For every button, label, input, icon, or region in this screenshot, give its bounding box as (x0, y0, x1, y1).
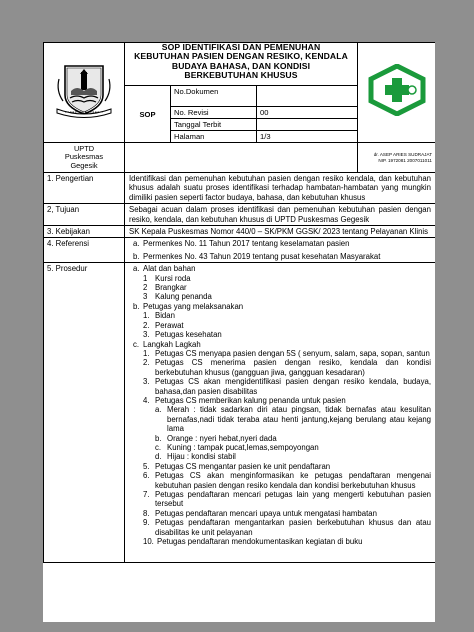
list-marker: 5. (143, 461, 150, 471)
sop-title-line-3: BUDAYA BAHASA, DAN KONDISI (171, 60, 311, 71)
list-marker: 2. (143, 320, 150, 330)
list-marker: a. (133, 264, 140, 274)
sop-title-line-2: KEBUTUHAN PASIEN DENGAN RESIKO, KENDALA (134, 51, 348, 62)
info-value-no-dokumen (257, 86, 358, 107)
section-tujuan (44, 204, 436, 226)
list-marker: c. (155, 442, 162, 452)
prosedur-list (125, 263, 436, 563)
list-marker: a. (155, 405, 162, 415)
list-marker: d. (155, 452, 162, 462)
list-marker: 3 (143, 292, 148, 302)
unit-name (44, 143, 125, 173)
referensi-list (125, 238, 436, 263)
list-text: Alat dan bahan (143, 264, 196, 274)
list-text: Petugas kesehatan (155, 330, 222, 340)
sop-title (125, 43, 358, 86)
unit-line-3: Gegesik (70, 160, 98, 170)
color-code-item (151, 452, 431, 461)
list-text: Hijau : kondisi stabil (167, 452, 236, 462)
list-marker: 1. (143, 311, 150, 321)
section-label: 3. Kebijakan (44, 226, 125, 238)
list-marker: a. (133, 239, 140, 249)
list-text: Petugas yang melaksanakan (143, 301, 244, 311)
list-text: Petugas CS memberikan kalung penanda untuk pasien (155, 395, 346, 405)
list-text: Permenkes No. 43 Tahun 2019 tentang pusat kesehatan Masyarakat (143, 251, 381, 261)
list-text: Kursi roda (155, 273, 191, 283)
list-text: Kalung penanda (155, 292, 212, 302)
section-referensi (44, 238, 436, 263)
list-marker: 2. (143, 358, 150, 368)
list-item (139, 537, 431, 546)
section-label: 5. Prosedur (44, 263, 125, 563)
list-item (139, 358, 431, 377)
info-value-halaman: 1/3 (257, 131, 358, 143)
list-text: Orange : nyeri hebat,nyeri dada (167, 433, 277, 443)
list-heading (129, 302, 431, 311)
section-label: 2, Tujuan (44, 204, 125, 226)
list-marker: b. (133, 251, 140, 261)
list-text: Permenkes No. 11 Tahun 2017 tentang keselamatan pasien (143, 239, 350, 249)
color-code-item (151, 443, 431, 452)
list-text: Kuning : tampak pucat,lemas,sempoyongan (167, 442, 319, 452)
signature-block (358, 143, 436, 173)
list-marker: 8. (143, 508, 150, 518)
sop-header-table (43, 42, 435, 173)
info-label-tanggal-terbit: Tanggal Terbit (171, 119, 257, 131)
list-marker: 3. (143, 330, 150, 340)
list-item (139, 396, 431, 405)
list-text: Perawat (155, 320, 184, 330)
signature-space (125, 143, 358, 173)
unit-line-1: UPTD (73, 144, 95, 154)
signer-name: dr. ASEP ARIES SUDRAJAT (373, 152, 432, 158)
list-item (139, 462, 431, 471)
list-item (139, 518, 431, 537)
list-item (139, 321, 431, 330)
sop-title-line-1: SOP IDENTIFIKASI DAN PEMENUHAN (161, 42, 321, 52)
signer-nip: NIP. 1972081 2007011011 (378, 157, 432, 163)
list-marker: 7. (143, 490, 150, 499)
info-label-halaman: Halaman (171, 131, 257, 143)
list-item (129, 252, 431, 261)
section-text: SK Kepala Puskesmas Nomor 440/0 – SK/PKM GGSK/ 2023 tentang Pelayanan Klinis (125, 226, 436, 238)
list-text: Petugas CS akan mengidentifikasi pasien dengan resiko kendala, budaya, bahasa,dan pasien disabilitas (155, 377, 431, 396)
list-marker: 4. (143, 395, 150, 405)
list-text: Petugas CS menerima pasien dengan resiko, kendala dan kondisi berkebutuhan khusus (gangguan jiwa, gangguan kesadaran) (155, 358, 431, 377)
list-item (139, 471, 431, 490)
list-item (139, 311, 431, 320)
list-marker: b. (155, 433, 162, 443)
puskesmas-logo-icon (367, 64, 427, 116)
section-label: 4. Referensi (44, 238, 125, 263)
list-marker: 6. (143, 471, 150, 481)
section-label: 1. Pengertian (44, 173, 125, 204)
section-prosedur (44, 263, 436, 563)
list-marker: b. (133, 301, 140, 311)
list-text: Petugas CS menyapa pasien dengan 5S ( senyum, salam, sapa, sopan, santun (155, 348, 430, 358)
color-code-item (151, 405, 431, 433)
list-heading (129, 264, 431, 273)
list-heading (129, 340, 431, 349)
regency-emblem-icon (53, 61, 115, 119)
list-marker: 10. (143, 537, 154, 547)
puskesmas-logo-cell (358, 43, 436, 143)
list-item (139, 349, 431, 358)
section-text: Sebagai acuan dalam proses identifikasi dan pemenuhan kebutuhan pasien dengan resiko, kendala, dan kebutuhan khusus di UPTD Puskesmas Gegesik (125, 204, 436, 226)
list-item (139, 274, 431, 283)
list-text: Petugas pendaftaran mendokumentasikan kegiatan di buku (157, 537, 363, 547)
list-item (139, 490, 431, 509)
info-label-no-revisi: No. Revisi (171, 107, 257, 119)
regency-logo-cell (44, 43, 125, 143)
list-marker: 3. (143, 377, 150, 387)
unit-line-2: Puskesmas (64, 152, 104, 162)
list-text: Petugas pendaftaran mencari petugas lain yang mengerti kebutuhan pasien tersebut (155, 490, 431, 509)
list-text: Petugas CS akan menginformasikan ke petugas pendaftaran mengenai kebutuhan pasien dengan resiko kendala dan kondisi berkebutuhan khusus (155, 471, 431, 490)
list-marker: 1 (143, 273, 148, 283)
list-marker: 9. (143, 518, 150, 528)
list-text: Brangkar (155, 283, 187, 293)
sop-title-line-4: BERKEBUTUHAN KHUSUS (184, 70, 298, 81)
info-label-no-dokumen: No.Dokumen (171, 86, 257, 107)
sop-page (43, 42, 435, 622)
list-text: Bidan (155, 311, 175, 321)
list-marker: 2 (143, 283, 148, 293)
list-item (139, 292, 431, 301)
sop-content-table (43, 172, 435, 563)
list-text: Langkah Lagkah (143, 339, 201, 349)
list-marker: 1. (143, 348, 150, 358)
list-item (139, 283, 431, 292)
info-value-no-revisi: 00 (257, 107, 358, 119)
section-text: Identifikasi dan pemenuhan kebutuhan pasien dengan resiko kendala, dan kebutuhan khusus adalah suatu proses identifikasi terhadap hambatan-hambatan yang mungkin dimiliki pasien seperti factor budaya, bahasa, dan kebutuhan khusus (125, 173, 436, 204)
list-text: Petugas pendaftaran mengantarkan pasien berkebutuhan khusus dan atau disabilitas ke unit pelayanan (155, 518, 431, 537)
sop-label: SOP (125, 86, 171, 143)
list-text: Merah : tidak sadarkan diri atau pingsan, tidak bernafas atau kesulitan bernafas,nadi tidak teraba atau henti jantung,kejang berulang atau kejang lama (167, 405, 431, 434)
list-item (139, 330, 431, 339)
section-kebijakan (44, 226, 436, 238)
list-text: Petugas CS mengantar pasien ke unit pendaftaran (155, 461, 331, 471)
list-item (139, 509, 431, 518)
list-text: Petugas pendaftaran mencari upaya untuk mengatasi hambatan (155, 508, 377, 518)
info-value-tanggal-terbit (257, 119, 358, 131)
list-item (139, 377, 431, 396)
list-item (129, 239, 431, 248)
section-pengertian (44, 173, 436, 204)
list-marker: c. (133, 339, 140, 349)
color-code-item (151, 434, 431, 443)
